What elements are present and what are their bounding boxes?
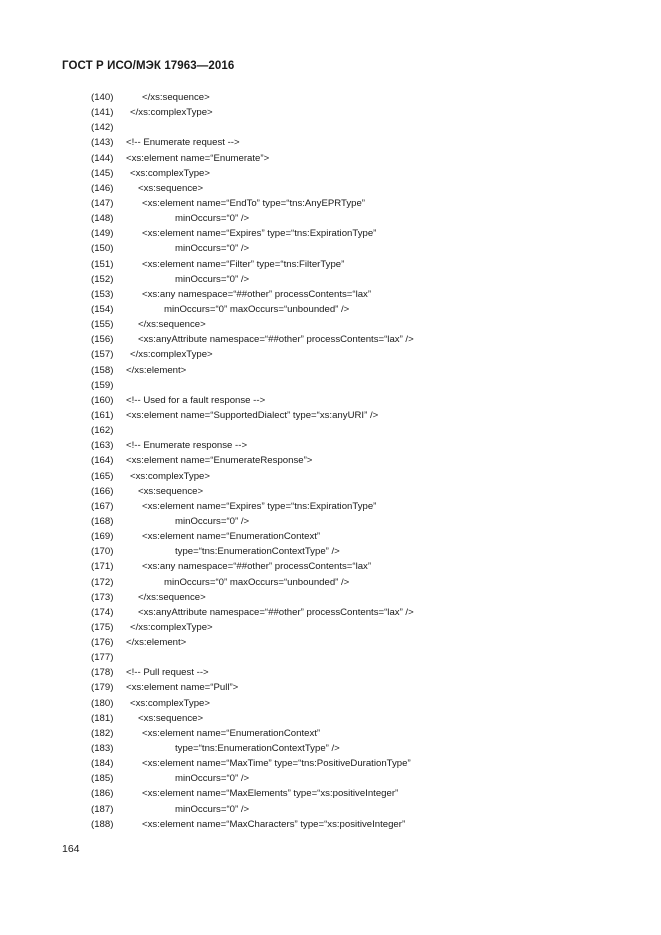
line-code-text: <xs:anyAttribute namespace=“##other” processContents=“lax” /> <box>138 334 414 346</box>
code-line <box>0 408 661 423</box>
line-number: (175) <box>91 621 114 633</box>
line-number: (183) <box>91 743 114 755</box>
code-line <box>0 226 661 241</box>
code-line <box>0 575 661 590</box>
code-line <box>0 696 661 711</box>
code-line <box>0 332 661 347</box>
code-listing <box>0 90 661 832</box>
line-code-text: <xs:anyAttribute namespace=“##other” processContents=“lax” /> <box>138 606 414 618</box>
code-line <box>0 196 661 211</box>
line-code-text: <xs:element name=“EnumerationContext” <box>142 727 321 739</box>
line-code-text: </xs:complexType> <box>130 349 213 361</box>
code-line <box>0 635 661 650</box>
code-line <box>0 817 661 832</box>
line-code-text: minOccurs=“0” /> <box>175 243 250 255</box>
line-number: (178) <box>91 667 114 679</box>
code-line <box>0 241 661 256</box>
code-line <box>0 711 661 726</box>
line-code-text: <xs:element name=“Expires” type=“tns:ExpirationType” <box>142 228 377 240</box>
line-code-text: </xs:complexType> <box>130 621 213 633</box>
line-code-text: <xs:any namespace=“##other” processContents=“lax” <box>142 561 372 573</box>
code-line <box>0 181 661 196</box>
line-number: (141) <box>91 107 114 119</box>
line-code-text: <xs:sequence> <box>138 485 204 497</box>
line-code-text: <xs:element name=“EnumerationContext” <box>142 531 321 543</box>
code-line <box>0 151 661 166</box>
line-number: (149) <box>91 228 114 240</box>
code-line <box>0 120 661 135</box>
line-number: (153) <box>91 288 114 300</box>
line-number: (142) <box>91 122 114 134</box>
code-line <box>0 302 661 317</box>
line-code-text: <xs:element name=“MaxCharacters” type=“xs:positiveInteger” <box>142 818 406 830</box>
line-number: (170) <box>91 546 114 558</box>
line-number: (173) <box>91 591 114 603</box>
line-code-text: <xs:element name=“Pull”> <box>126 682 239 694</box>
line-code-text: <xs:complexType> <box>130 470 210 482</box>
line-code-text: <xs:element name=“EnumerateResponse”> <box>126 455 313 467</box>
code-line <box>0 393 661 408</box>
line-code-text: <xs:element name=“MaxTime” type=“tns:PositiveDurationType” <box>142 758 411 770</box>
line-number: (155) <box>91 319 114 331</box>
line-number: (164) <box>91 455 114 467</box>
code-line <box>0 741 661 756</box>
line-number: (180) <box>91 697 114 709</box>
line-number: (158) <box>91 364 114 376</box>
line-number: (167) <box>91 500 114 512</box>
code-line <box>0 363 661 378</box>
code-line <box>0 135 661 150</box>
line-number: (146) <box>91 182 114 194</box>
code-line <box>0 650 661 665</box>
code-line <box>0 756 661 771</box>
line-code-text: <xs:element name=“EndTo” type=“tns:AnyEPRType” <box>142 197 365 209</box>
line-number: (151) <box>91 258 114 270</box>
line-code-text: minOccurs=“0” /> <box>175 803 250 815</box>
code-line <box>0 620 661 635</box>
code-line <box>0 423 661 438</box>
line-number: (174) <box>91 606 114 618</box>
line-number: (182) <box>91 727 114 739</box>
line-number: (156) <box>91 334 114 346</box>
line-number: (187) <box>91 803 114 815</box>
line-code-text: <xs:element name=“Enumerate”> <box>126 152 270 164</box>
line-code-text: <!-- Used for a fault response --> <box>126 394 266 406</box>
line-code-text: </xs:element> <box>126 364 187 376</box>
line-number: (166) <box>91 485 114 497</box>
code-line <box>0 802 661 817</box>
code-line <box>0 166 661 181</box>
code-line <box>0 544 661 559</box>
line-number: (177) <box>91 652 114 664</box>
line-number: (140) <box>91 92 114 103</box>
line-code-text: type=“tns:EnumerationContextType” /> <box>175 546 340 558</box>
line-code-text: <!-- Enumerate response --> <box>126 440 248 452</box>
line-code-text: <xs:sequence> <box>138 182 204 194</box>
line-number: (159) <box>91 379 114 391</box>
page-number: 164 <box>62 843 80 855</box>
line-number: (154) <box>91 303 114 315</box>
line-code-text: <!-- Pull request --> <box>126 667 209 679</box>
code-line <box>0 484 661 499</box>
line-number: (150) <box>91 243 114 255</box>
line-code-text: minOccurs=“0” /> <box>175 773 250 785</box>
line-code-text: minOccurs=“0” /> <box>175 273 250 285</box>
code-line <box>0 771 661 786</box>
document-header-title: ГОСТ Р ИСО/МЭК 17963—2016 <box>62 60 235 72</box>
line-number: (165) <box>91 470 114 482</box>
line-code-text: </xs:complexType> <box>130 107 213 119</box>
line-code-text: minOccurs=“0” /> <box>175 515 250 527</box>
line-number: (145) <box>91 167 114 179</box>
line-code-text: </xs:sequence> <box>138 319 206 331</box>
code-line <box>0 105 661 120</box>
code-line <box>0 317 661 332</box>
line-code-text: <xs:complexType> <box>130 167 210 179</box>
line-number: (163) <box>91 440 114 452</box>
line-code-text: minOccurs=“0” maxOccurs=“unbounded” /> <box>164 303 350 315</box>
code-line <box>0 257 661 272</box>
code-line <box>0 529 661 544</box>
line-code-text: <!-- Enumerate request --> <box>126 137 240 149</box>
line-number: (179) <box>91 682 114 694</box>
line-code-text: </xs:sequence> <box>138 591 206 603</box>
code-line <box>0 665 661 680</box>
code-line <box>0 438 661 453</box>
code-line <box>0 211 661 226</box>
code-line <box>0 378 661 393</box>
line-number: (181) <box>91 712 114 724</box>
line-number: (143) <box>91 137 114 149</box>
code-line <box>0 90 661 105</box>
line-number: (161) <box>91 409 114 421</box>
code-line <box>0 272 661 287</box>
line-number: (148) <box>91 213 114 225</box>
code-line <box>0 786 661 801</box>
line-number: (157) <box>91 349 114 361</box>
line-number: (160) <box>91 394 114 406</box>
line-code-text: <xs:sequence> <box>138 712 204 724</box>
line-number: (147) <box>91 197 114 209</box>
line-code-text: </xs:element> <box>126 637 187 649</box>
line-number: (176) <box>91 637 114 649</box>
line-code-text: type=“tns:EnumerationContextType” /> <box>175 743 340 755</box>
line-number: (184) <box>91 758 114 770</box>
line-number: (144) <box>91 152 114 164</box>
line-code-text: <xs:element name=“SupportedDialect” type=“xs:anyURI” /> <box>126 409 379 421</box>
code-line <box>0 559 661 574</box>
line-number: (185) <box>91 773 114 785</box>
line-code-text: <xs:complexType> <box>130 697 210 709</box>
line-number: (172) <box>91 576 114 588</box>
code-line <box>0 469 661 484</box>
line-number: (152) <box>91 273 114 285</box>
code-line <box>0 347 661 362</box>
code-line <box>0 499 661 514</box>
line-code-text: minOccurs=“0” maxOccurs=“unbounded” /> <box>164 576 350 588</box>
line-code-text: <xs:any namespace=“##other” processContents=“lax” <box>142 288 372 300</box>
line-number: (162) <box>91 425 114 437</box>
line-number: (186) <box>91 788 114 800</box>
line-code-text: <xs:element name=“Expires” type=“tns:ExpirationType” <box>142 500 377 512</box>
line-number: (188) <box>91 818 114 830</box>
code-line <box>0 514 661 529</box>
line-code-text: </xs:sequence> <box>142 92 210 103</box>
code-line <box>0 590 661 605</box>
code-line <box>0 680 661 695</box>
line-code-text: minOccurs=“0” /> <box>175 213 250 225</box>
line-code-text: <xs:element name=“MaxElements” type=“xs:positiveInteger” <box>142 788 399 800</box>
code-line <box>0 605 661 620</box>
line-code-text: <xs:element name=“Filter” type=“tns:FilterType” <box>142 258 345 270</box>
code-line <box>0 726 661 741</box>
line-number: (169) <box>91 531 114 543</box>
line-number: (171) <box>91 561 114 573</box>
code-line <box>0 287 661 302</box>
code-line <box>0 453 661 468</box>
line-number: (168) <box>91 515 114 527</box>
